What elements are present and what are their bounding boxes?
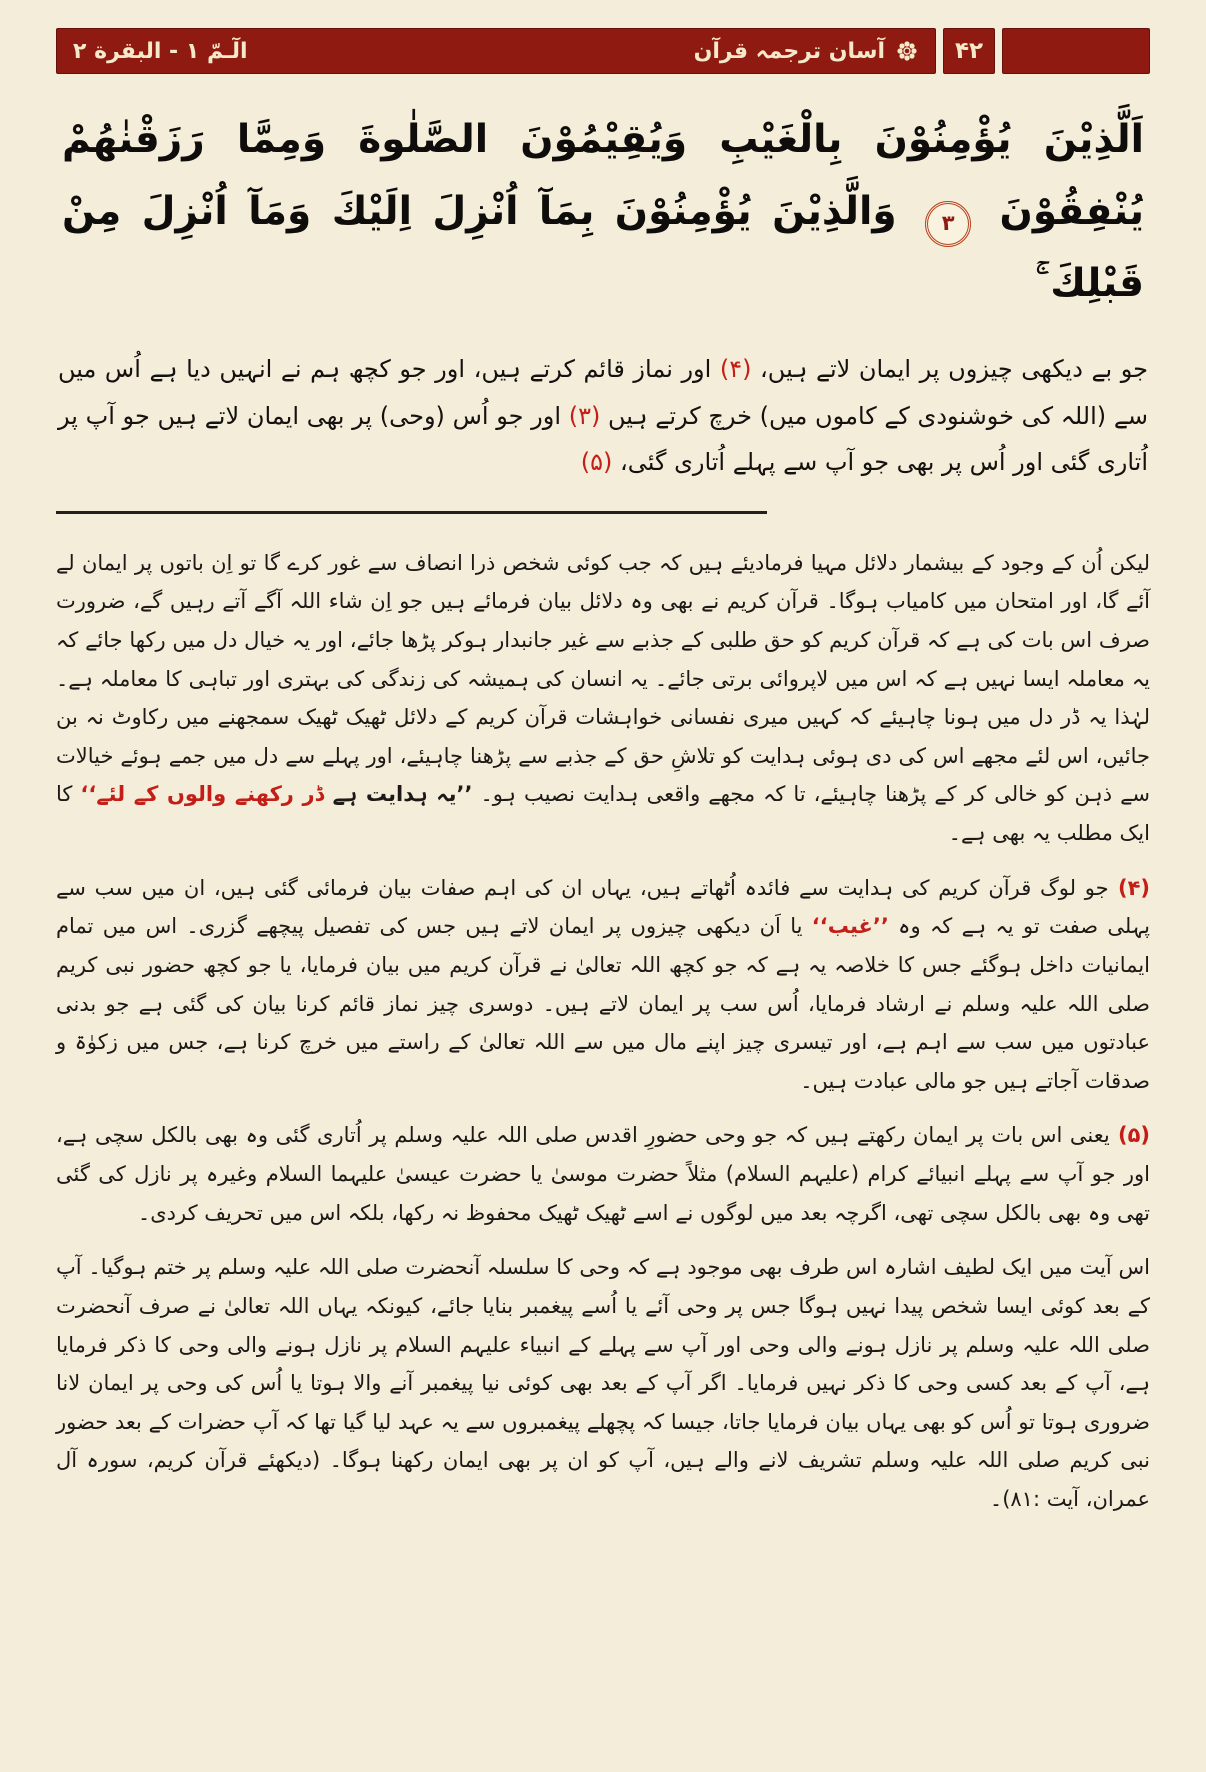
ayah-marker: (۳): [568, 401, 601, 430]
translation-run: جو بے دیکھی چیزوں پر ایمان لاتے ہیں،: [751, 355, 1149, 384]
commentary-run: کا ایک مطلب یہ بھی ہے۔: [56, 782, 1150, 846]
translation-run: اور جو اُس (وحی) پر بھی ایمان لاتے ہیں جو آپ پر اُتاری گئی اور اُس پر بھی جو آپ سے پہلے اُتاری گئی،: [58, 401, 1148, 476]
footnote-marker: (۵): [580, 447, 613, 476]
translation-run: اور نماز قائم کرتے ہیں، اور جو کچھ ہم نے انہیں دیا ہے اُس میں سے (اللہ کی خوشنودی کے کاموں میں) خرچ کرتے ہیں: [58, 355, 1149, 430]
header-bar: [56, 28, 936, 74]
quoted-phrase: ’’یہ ہدایت ہے: [323, 782, 473, 807]
commentary-run: جو لوگ قرآن کریم کی ہدایت سے فائدہ اُٹھاتے ہیں، یہاں ان کی اہم صفات بیان فرمائی گئی ہیں، ان میں سب سے پہلی صفت تو یہ ہے کہ وہ: [56, 875, 1151, 939]
highlighted-term: ’’غیب‘‘: [811, 914, 889, 939]
header-bar-stub: [1002, 28, 1150, 74]
commentary-paragraph: [56, 1248, 1150, 1518]
page-header: [56, 28, 1150, 74]
flower-ornament-icon: [895, 39, 919, 63]
quoted-phrase-highlight: ڈر رکھنے والوں کے لئے‘‘: [80, 782, 324, 807]
quran-verse-text: [62, 104, 1144, 320]
verse-text-run: اَلَّذِيْنَ يُؤْمِنُوْنَ بِالْغَيْبِ وَيُقِيْمُوْنَ الصَّلٰوةَ وَمِمَّا رَزَقْنٰهُمْ يُنْفِقُوْنَ: [62, 117, 1144, 235]
ayah-number-badge: ۳: [925, 201, 971, 247]
verse-text-run: وَالَّذِيْنَ يُؤْمِنُوْنَ بِمَآ اُنْزِلَ اِلَيْكَ وَمَآ اُنْزِلَ مِنْ قَبْلِكَ ۚ: [62, 189, 1144, 307]
footnote-marker: (۴): [1108, 875, 1150, 900]
footnote-marker: (۵): [1109, 1123, 1150, 1148]
footnote-4-paragraph: [56, 869, 1150, 1101]
commentary-paragraph: [56, 544, 1150, 853]
commentary-section: [56, 544, 1150, 1519]
footnote-5-paragraph: [56, 1116, 1150, 1232]
commentary-run: یعنی اس بات پر ایمان رکھتے ہیں کہ جو وحی حضورِ اقدس صلی اللہ علیہ وسلم پر اُتاری گئی وہ بھی بالکل سچی ہے، اور جو آپ سے پہلے انبیائے کرام (علیہم السلام) مثلاً حضرت موسیٰ یا حضرت عیسیٰ علیہما السلام وغیرہ پر نازل کی گئی تھی وہ بھی بالکل سچی تھی، اگرچہ بعد میں لوگوں نے اسے ٹھیک ٹھیک محفوظ نہ رکھا، بلکہ اس میں تحریف کردی۔: [56, 1123, 1150, 1225]
commentary-run: یا اَن دیکھی چیزوں پر ایمان لاتے ہیں جس کی تفصیل پیچھے گزری۔ اس میں تمام ایمانیات داخل ہوگئے جس کا خلاصہ یہ ہے کہ جو کچھ اللہ تعالیٰ نے قرآن کریم میں بیان فرمایا، یا جو کچھ حضور نبی کریم صلی اللہ علیہ وسلم نے ارشاد فرمایا، اُس سب پر ایمان لاتے ہیں۔ دوسری چیز نماز قائم کرنا بیان کی گئی ہے جو بدنی عبادتوں میں سب سے اہم ہے، اور تیسری چیز اپنے مال میں سے اللہ تعالیٰ کے راستے میں خرچ کرنا ہے، جس میں زکوٰۃ و صدقات آجاتے ہیں جو مالی عبادت ہیں۔: [56, 914, 1150, 1093]
commentary-run: اس آیت میں ایک لطیف اشارہ اس طرف بھی موجود ہے کہ وحی کا سلسلہ آنحضرت صلی اللہ علیہ وسلم پر ختم ہوگیا۔ آپ کے بعد کوئی ایسا شخص پیدا نہیں ہوگا جس پر وحی آئے یا اُسے پیغمبر بنایا جائے، کیونکہ یہاں اللہ تعالیٰ نے صرف آنحضرت صلی اللہ علیہ وسلم پر نازل ہونے والی وحی اور آپ سے پہلے کے انبیاء علیہم السلام پر نازل ہونے والی وحی کا ذکر فرمایا ہے، آپ کے بعد کسی وحی کا ذکر نہیں فرمایا۔ اگر آپ کے بعد بھی کوئی نیا پیغمبر آنے والا ہوتا یا اُس کی وحی پر ایمان لانا ضروری ہوتا تو اُس کو بھی یہاں بیان فرمایا جاتا، جیسا کہ پچھلے پیغمبروں سے یہ عہد لیا گیا تھا کہ آپ حضرات کے بعد حضور نبی کریم صلی اللہ علیہ وسلم تشریف لانے والے ہیں، آپ کو ان پر بھی ایمان رکھنا ہوگا۔ (دیکھئے قرآن کریم، سورہ آل عمران، آیت :۸۱)۔: [56, 1255, 1150, 1512]
page-number: ۴۲: [943, 28, 995, 74]
urdu-translation: [58, 346, 1148, 484]
book-title: آسان ترجمہ قرآن: [693, 38, 885, 64]
commentary-run: لیکن اُن کے وجود کے بیشمار دلائل مہیا فرمادیئے ہیں کہ جب کوئی شخص ذرا انصاف سے غور کرے گا تو اِن باتوں پر ایمان لے آئے گا، اور امتحان میں کامیاب ہوگا۔ قرآن کریم نے بھی وہ دلائل بیان فرمائے ہیں جو اِن شاء اللہ آگے آتے رہیں گے، ضرورت صرف اس بات کی ہے کہ قرآن کریم کو حق طلبی کے جذبے سے غیر جانبدار ہوکر پڑھا جائے، اور یہ خیال دل میں رکھا جائے کہ یہ معاملہ ایسا نہیں ہے کہ اس میں لاپروائی برتی جائے۔ یہ انسان کی ہمیشہ کی زندگی کی بہتری اور تباہی کا معاملہ ہے۔ لہٰذا یہ ڈر دل میں ہونا چاہیئے کہ کہیں میری نفسانی خواہشات قرآن کریم کے دلائل ٹھیک ٹھیک سمجھنے میں رکاوٹ نہ بن جائیں، اس لئے مجھے اس کی دی ہوئی ہدایت کو تلاشِ حق کے جذبے سے پڑھنا چاہیئے، اور پہلے سے دل میں جمے ہوئے خیالات سے ذہن کو خالی کر کے پڑھنا چاہیئے، تا کہ مجھے واقعی ہدایت نصیب ہو۔: [56, 550, 1151, 807]
footnote-marker: (۴): [719, 355, 752, 384]
footnote-divider: [56, 511, 767, 514]
surah-juz-label: الٓـمّ ۱ - البقرة ۲: [73, 38, 248, 64]
